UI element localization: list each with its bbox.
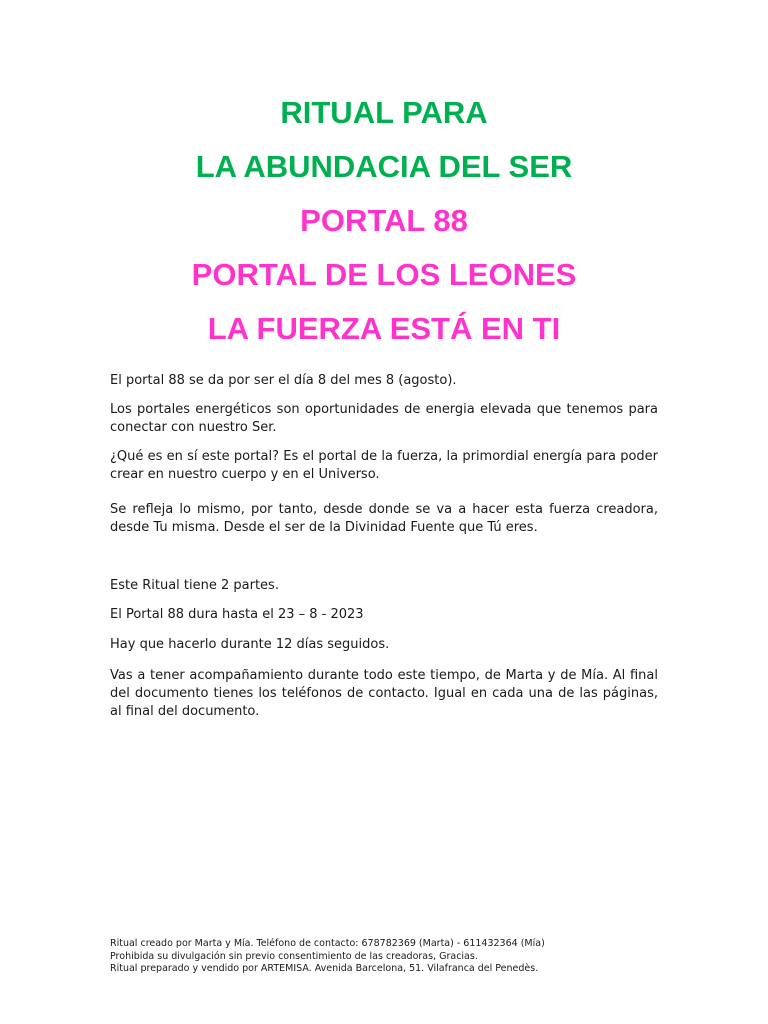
- title-line-4: PORTAL DE LOS LEONES: [191, 257, 577, 292]
- paragraph-que-es: ¿Qué es en sí este portal? Es el portal de la fuerza, la primordial energía para poder crear en nuestro cuerpo y en el Universo.: [110, 449, 658, 482]
- footer-seller-line: Ritual preparado y vendido por ARTEMISA. Avenida Barcelona, 51. Vilafranca del Penedès.: [110, 963, 539, 974]
- page-footer: [110, 938, 670, 976]
- document-title: [0, 86, 768, 356]
- title-line-1: RITUAL PARA: [280, 95, 488, 130]
- title-line-3: PORTAL 88: [300, 203, 468, 238]
- paragraph-se-refleja: Se refleja lo mismo, por tanto, desde donde se va a hacer esta fuerza creadora, desde Tu misma. Desde el ser de la Divinidad Fuente que Tú eres.: [110, 502, 658, 535]
- paragraph-portales: Los portales energéticos son oportunidades de energia elevada que tenemos para conectar con nuestro Ser.: [110, 402, 658, 435]
- footer-contact-line: Ritual creado por Marta y Mía. Teléfono de contacto: 678782369 (Marta) - 611432364 (Mía): [110, 938, 545, 949]
- paragraph-dias: Hay que hacerlo durante 12 días seguidos.: [110, 637, 390, 652]
- paragraph-duracion: El Portal 88 dura hasta el 23 – 8 - 2023: [110, 607, 364, 622]
- title-line-2: LA ABUNDACIA DEL SER: [195, 149, 573, 184]
- paragraph-acompanamiento: Vas a tener acompañamiento durante todo este tiempo, de Marta y de Mía. Al final del documento tienes los teléfonos de contacto. Igual en cada una de las páginas, al final del documento.: [110, 668, 658, 719]
- paragraph-portal-date: El portal 88 se da por ser el día 8 del mes 8 (agosto).: [110, 373, 457, 388]
- paragraph-partes: Este Ritual tiene 2 partes.: [110, 578, 279, 593]
- footer-copyright-line: Prohibida su divulgación sin previo consentimiento de las creadoras, Gracias.: [110, 950, 478, 962]
- title-line-5: LA FUERZA ESTÁ EN TI: [207, 311, 561, 346]
